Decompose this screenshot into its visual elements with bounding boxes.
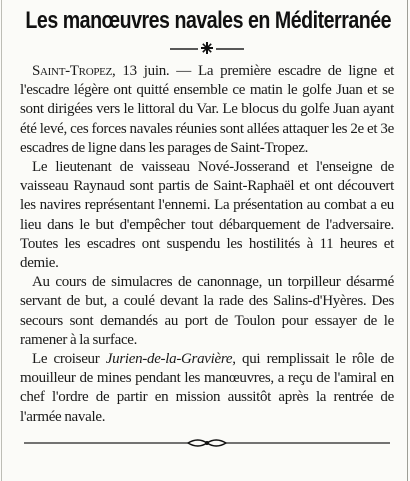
- bottom-ornament: [20, 433, 394, 453]
- paragraph-2: [20, 158, 394, 273]
- paragraph-2-text: Le lieutenant de vaisseau Nové-Josserand et l'enseigne de vaisseau Raynaud sont partis de Saint-Raphaël et ont découvert les navires représentant l'ennemi. La présentation au combat a eu lieu dans le but d'empêcher tout débarquement de l'adversaire. Toutes les escadres ont suspendu les hostilités à 11 heures et demie.: [20, 159, 394, 272]
- right-border: [407, 0, 408, 481]
- star-rule-icon: [162, 40, 252, 56]
- diamond-rule-icon: [22, 436, 392, 450]
- paragraph-4: [20, 350, 394, 427]
- top-ornament: [20, 38, 394, 58]
- paragraph-1: [20, 62, 394, 158]
- paragraph-1-text: , 13 juin. — La première escadre de ligne et l'escadre légère ont quitté ensemble ce matin le golfe Juan et se sont dirigées vers le littoral du Var. Le blocus du golfe Juan ayant été levé, ces forces navales réunies sont allées attaquer les 2e et 3e escadres de ligne dans les parages de Saint-Tropez.: [20, 63, 394, 156]
- paragraph-3: [20, 273, 394, 350]
- paragraph-3-text: Au cours de simulacres de canonnage, un torpilleur désarmé servant de but, a coulé devant la rade des Salins-d'Hyères. Des secours sont demandés au port de Toulon pour essayer de le ramener à la surface.: [20, 274, 394, 348]
- headline: Les manœuvres navales en Méditerranée: [25, 7, 392, 34]
- paragraph-4-pre: Le croiseur: [32, 351, 106, 368]
- dateline: Saint-Tropez: [32, 63, 113, 79]
- article-body: [20, 62, 394, 427]
- ship-name: Jurien-de-la-Gravière: [105, 351, 233, 368]
- paragraph-4-post: , qui remplissait le rôle de mouilleur de mines pendant les manœuvres, a reçu de l'amiral en chef l'ordre de partir en mission aussitôt après la rentrée de l'armée navale.: [20, 351, 394, 425]
- left-border: [1, 0, 2, 481]
